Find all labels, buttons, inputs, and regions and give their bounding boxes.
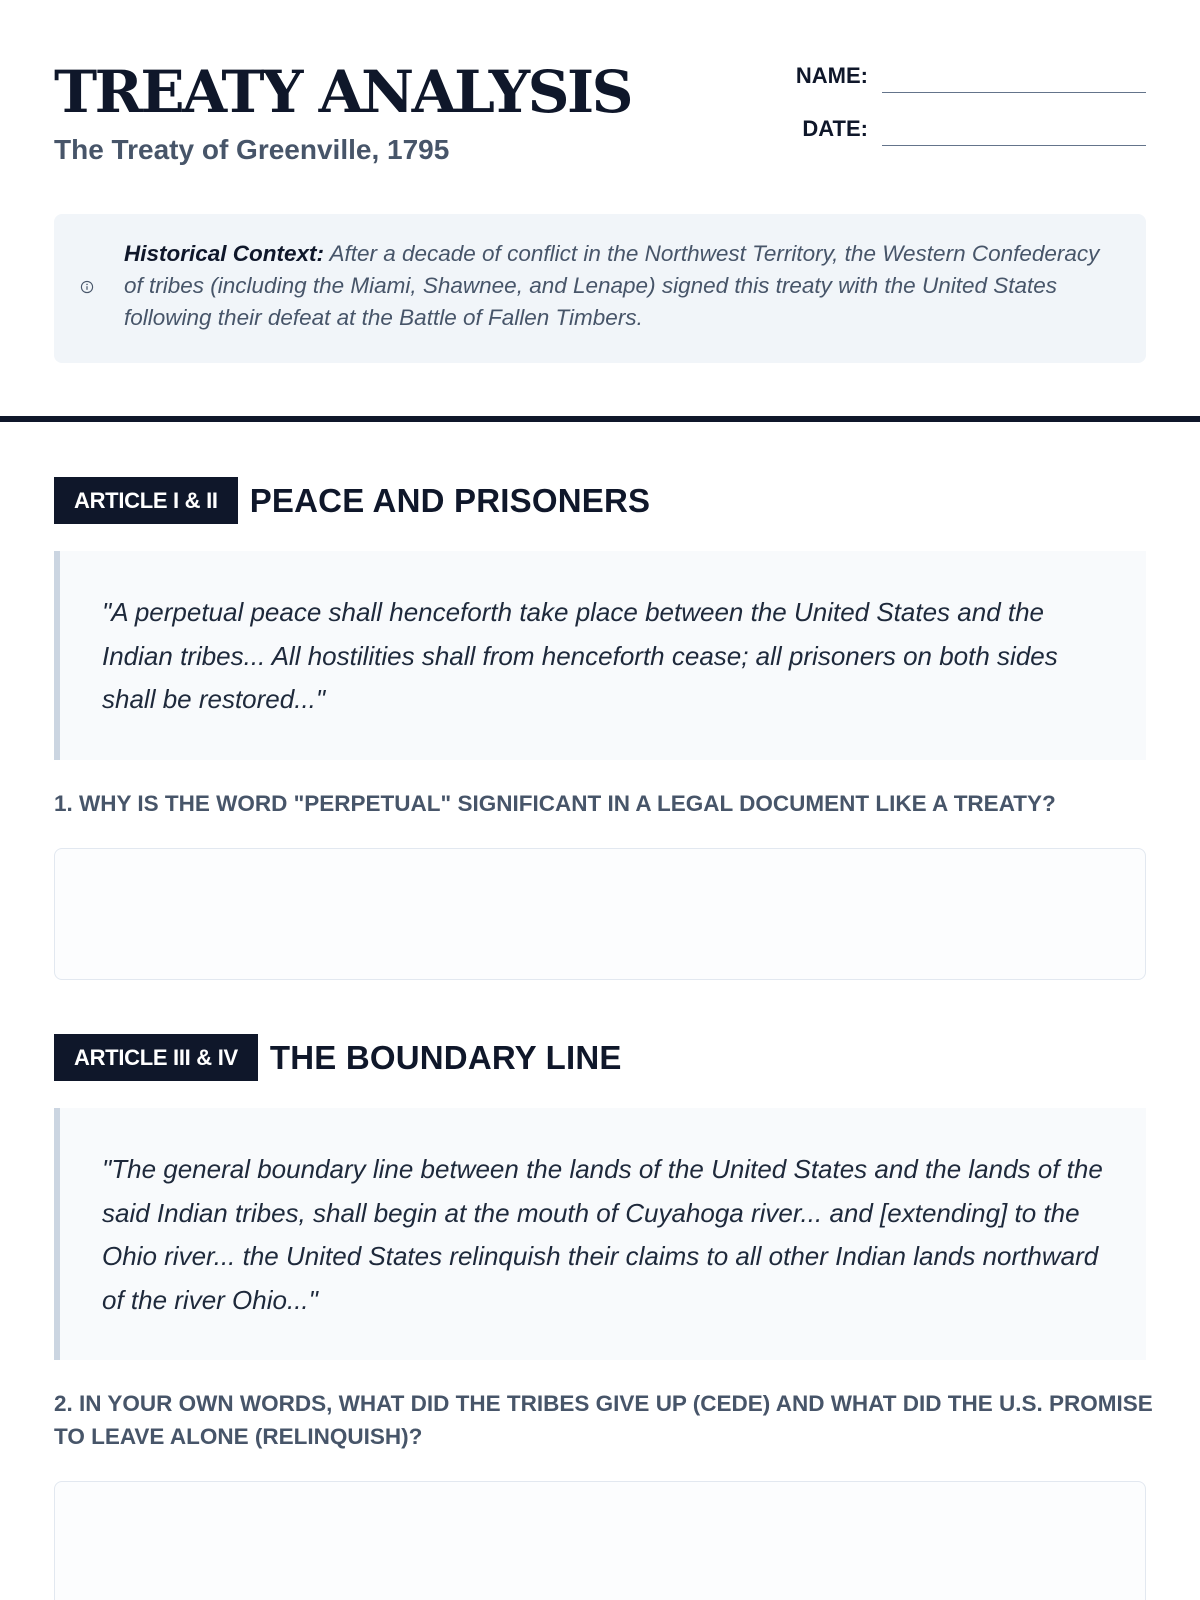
historical-context-lead: Historical Context: [124,241,325,266]
historical-context-body: After a decade of conflict in the Northwest Territory, the Western Confederacy of tribes (including the Miami, Shawnee, and Lenape) signed this treaty with the United States following their defeat at the Battle of Fallen Timbers. [124,241,1100,330]
section-heading-articles-1-2 [54,477,650,524]
treaty-quote [54,1108,1146,1360]
question-1: 1. WHY IS THE WORD "PERPETUAL" SIGNIFICANT IN A LEGAL DOCUMENT LIKE A TREATY? [54,791,1056,816]
treaty-quote-text: "The general boundary line between the lands of the United States and the lands of the said Indian tribes, shall begin at the mouth of Cuyahoga river... and [extending] to the Ohio river... the United States relinquish their claims to all other Indian lands northward of the river Ohio..." [102,1154,1103,1315]
name-field[interactable] [882,92,1146,93]
historical-context-text [124,238,1114,334]
answer-box-1[interactable] [54,848,1146,980]
name-label: NAME: [795,63,868,88]
date-label: DATE: [802,116,868,141]
section-title: PEACE AND PRISONERS [249,482,651,519]
historical-context-box [54,214,1146,363]
article-badge: ARTICLE I & II [54,477,238,524]
section-divider [0,416,1200,422]
section-heading-articles-3-4 [54,1034,622,1081]
date-field-row [730,111,1146,151]
answer-box-2[interactable] [54,1481,1146,1600]
treaty-quote-text: "A perpetual peace shall henceforth take place between the United States and the Indian tribes... All hostilities shall from henceforth cease; all prisoners on both sides shall be restored..." [102,597,1058,714]
article-badge: ARTICLE III & IV [54,1034,258,1081]
worksheet-header [54,54,1146,184]
name-field-row [730,58,1146,98]
treaty-quote [54,551,1146,760]
question-2: 2. IN YOUR OWN WORDS, WHAT DID THE TRIBES GIVE UP (CEDE) AND WHAT DID THE U.S. PROMISE TO LEAVE ALONE (RELINQUISH)? [54,1391,1153,1449]
date-field[interactable] [882,145,1146,146]
info-circle-icon [80,280,94,294]
page-title: TREATY ANALYSIS [54,58,632,126]
page-subtitle: The Treaty of Greenville, 1795 [54,134,450,165]
section-title: THE BOUNDARY LINE [269,1039,622,1076]
